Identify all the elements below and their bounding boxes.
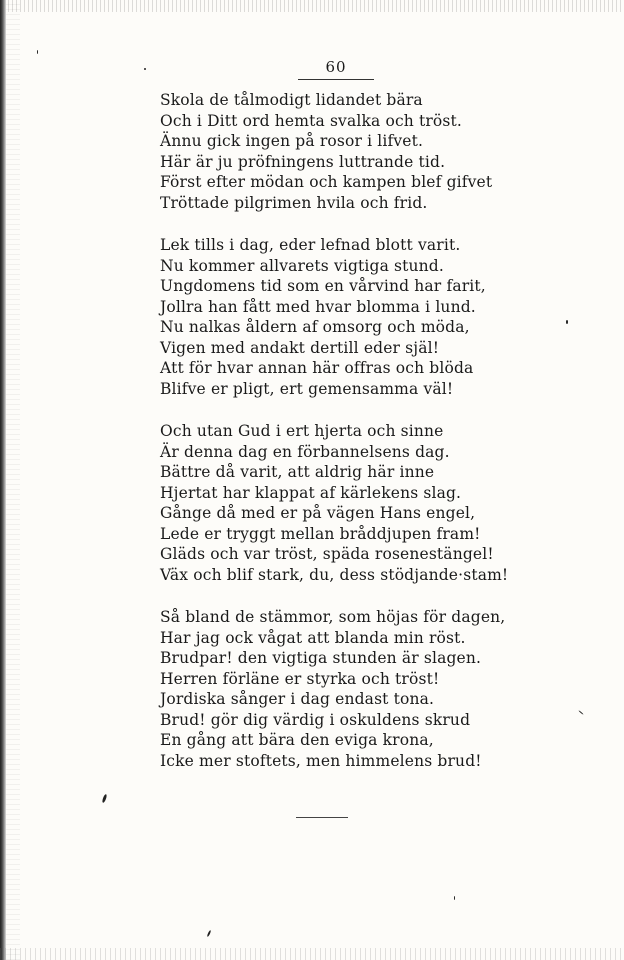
poem-line: Här är ju pröfningens luttrande tid. <box>160 152 446 171</box>
poem-line: Lede er tryggt mellan bråddjupen fram! <box>160 524 481 543</box>
poem <box>160 90 560 793</box>
poem-line: Gläds och var tröst, späda rosenestängel! <box>160 545 494 563</box>
ink-speck <box>37 50 38 54</box>
poem-line: Ungdomens tid som en vårvind har farit, <box>160 277 486 295</box>
poem-line: Är denna dag en förbannelsens dag. <box>160 442 450 461</box>
poem-line: Har jag ock vågat att blanda min röst. <box>160 628 466 647</box>
poem-line: Jollra han fått med hvar blomma i lund. <box>160 297 476 316</box>
end-ornament-rule <box>296 817 348 818</box>
poem-line: Brudpar! den vigtiga stunden är slagen. <box>160 649 482 667</box>
poem-line: Tröttade pilgrimen hvila och frid. <box>160 193 428 212</box>
stanza-3 <box>160 421 560 585</box>
poem-line: Gånge då med er på vägen Hans engel, <box>160 504 476 522</box>
poem-line: Herren förläne er styrka och tröst! <box>160 669 440 688</box>
poem-line: Nu kommer allvarets vigtiga stund. <box>160 256 444 275</box>
stanza-2 <box>160 235 560 399</box>
poem-line: Lek tills i dag, eder lefnad blott varit. <box>160 236 461 254</box>
poem-line: Att för hvar annan här offras och blöda <box>160 359 474 377</box>
poem-line: Och utan Gud i ert hjerta och sinne <box>160 422 444 440</box>
poem-line: Jordiska sånger i dag endast tona. <box>160 690 435 708</box>
poem-line: Blifve er pligt, ert gemensamma väl! <box>160 379 454 398</box>
page-number: 60 <box>325 58 347 76</box>
poem-line: Och i Ditt ord hemta svalka och tröst. <box>160 111 462 130</box>
poem-line: Nu nalkas åldern af omsorg och möda, <box>160 318 470 336</box>
poem-line: Väx och blif stark, du, dess stödjande·stam! <box>160 565 509 584</box>
poem-line: Så bland de stämmor, som höjas för dagen, <box>160 608 506 626</box>
ink-speck <box>144 68 146 70</box>
poem-line: En gång att bära den eviga krona, <box>160 731 434 749</box>
ink-speck <box>566 320 568 324</box>
poem-line: Brud! gör dig värdig i oskuldens skrud <box>160 710 471 729</box>
poem-line: Hjertat har klappat af kärlekens slag. <box>160 483 462 502</box>
scan-bottom-edge <box>0 948 624 960</box>
poem-line: Bättre då varit, att aldrig här inne <box>160 463 435 481</box>
scan-left-noise <box>6 0 20 960</box>
poem-line: Skola de tålmodigt lidandet bära <box>160 91 423 109</box>
stanza-4 <box>160 607 560 771</box>
poem-line: Vigen med andakt dertill eder själ! <box>160 338 440 357</box>
ink-speck <box>454 896 455 900</box>
stanza-1 <box>160 90 560 213</box>
page-number-rule <box>298 79 374 80</box>
poem-line: Icke mer stoftets, men himmelens brud! <box>160 751 482 770</box>
scan-top-edge <box>0 0 624 12</box>
poem-line: Först efter mödan och kampen blef gifvet <box>160 173 493 191</box>
poem-line: Ännu gick ingen på rosor i lifvet. <box>160 132 424 150</box>
